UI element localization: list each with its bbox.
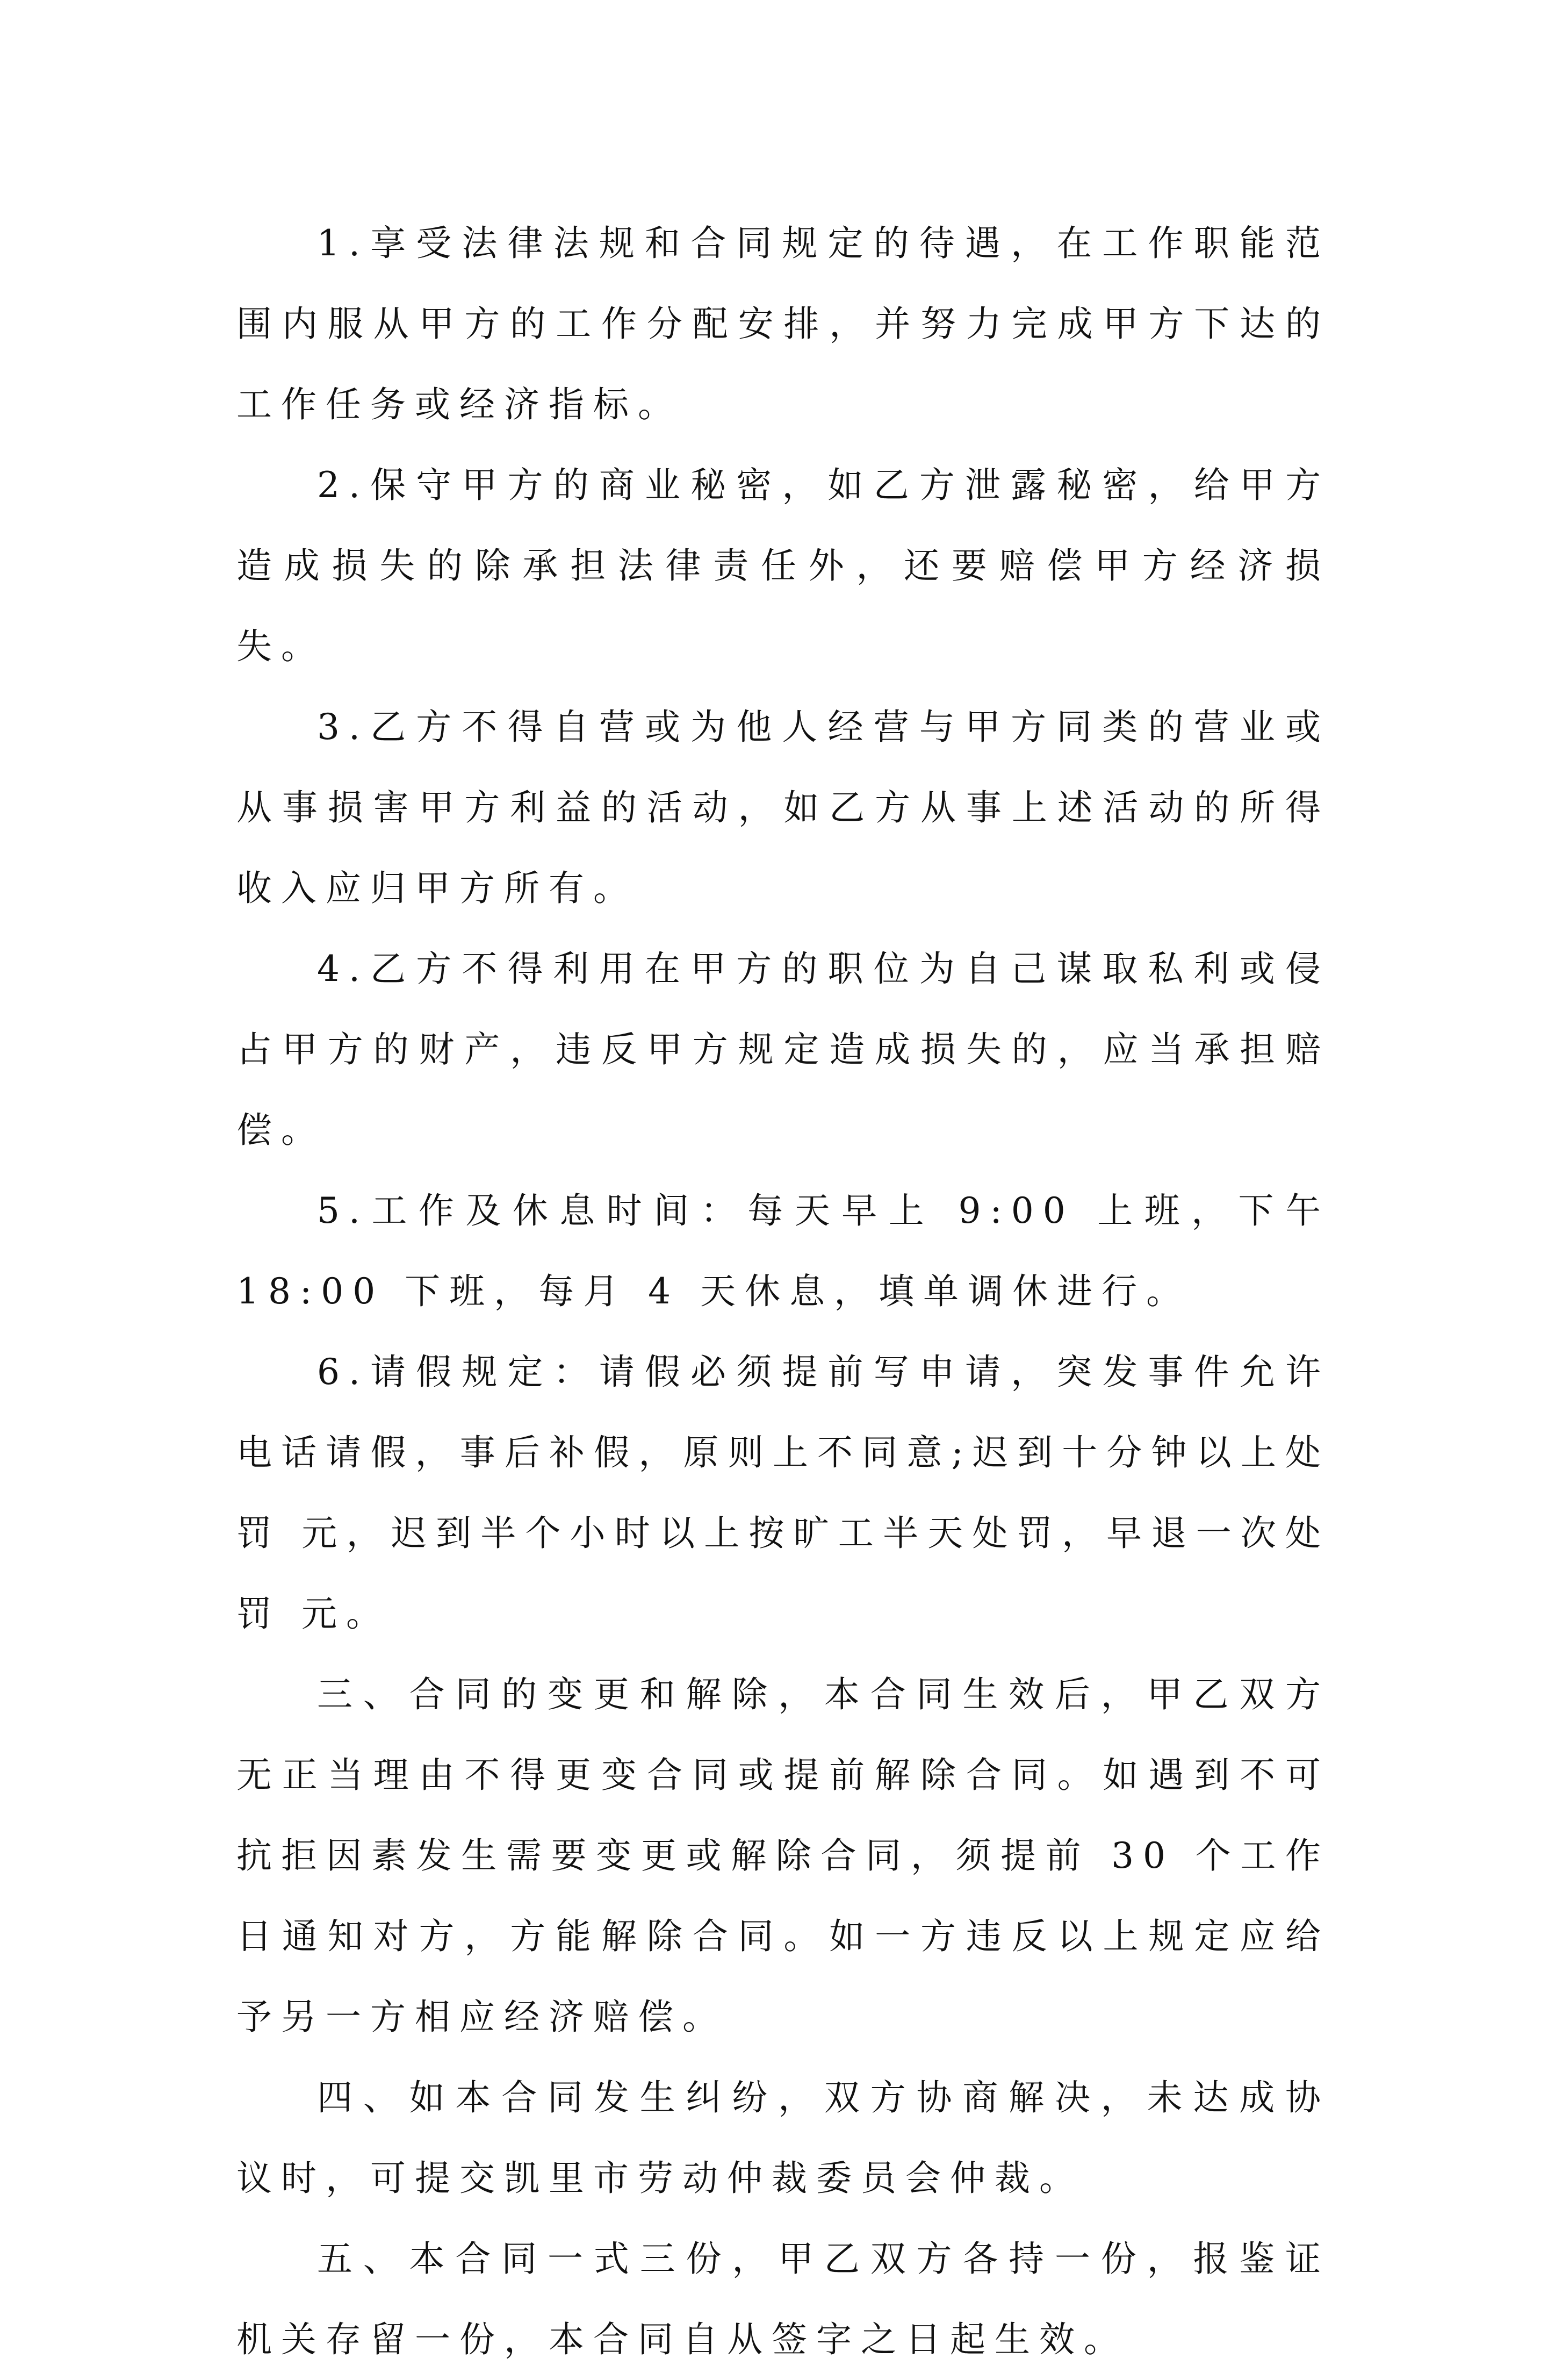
section-5-paragraph: 五、本合同一式三份，甲乙双方各持一份，报鉴证机关存留一份，本合同自从签字之日起生效。 [236,2238,1330,2360]
clause-2-paragraph: 2.保守甲方的商业秘密，如乙方泄露秘密，给甲方造成损失的除承担法律责任外，还要赔偿甲方经济损失。 [236,464,1330,667]
section-3-paragraph: 三、合同的变更和解除，本合同生效后，甲乙双方无正当理由不得更变合同或提前解除合同。如遇到不可抗拒因素发生需要变更或解除合同，须提前 30 个工作日通知对方，方能解除合同。如一方违反以上规定应给予另一方相应经济赔偿。 [236,1674,1330,2038]
clause-3-paragraph: 3.乙方不得自营或为他人经营与甲方同类的营业或从事损害甲方利益的活动，如乙方从事上述活动的所得收入应归甲方所有。 [236,706,1330,909]
document-body [236,203,1330,2380]
section-4-paragraph: 四、如本合同发生纠纷，双方协商解决，未达成协议时，可提交凯里市劳动仲裁委员会仲裁。 [236,2077,1330,2199]
clause-4-paragraph: 4.乙方不得利用在甲方的职位为自己谋取私利或侵占甲方的财产，违反甲方规定造成损失的，应当承担赔偿。 [236,948,1330,1151]
clause-6-paragraph: 6.请假规定：请假必须提前写申请，突发事件允许电话请假，事后补假，原则上不同意;迟到十分钟以上处罚 元，迟到半个小时以上按旷工半天处罚，早退一次处罚 元。 [236,1351,1330,1635]
clause-5-paragraph: 5.工作及休息时间：每天早上 9:00 上班，下午 18:00 下班，每月 4 天休息，填单调休进行。 [236,1190,1330,1312]
clause-1-paragraph: 1.享受法律法规和合同规定的待遇，在工作职能范围内服从甲方的工作分配安排，并努力完成甲方下达的工作任务或经济指标。 [236,223,1330,425]
